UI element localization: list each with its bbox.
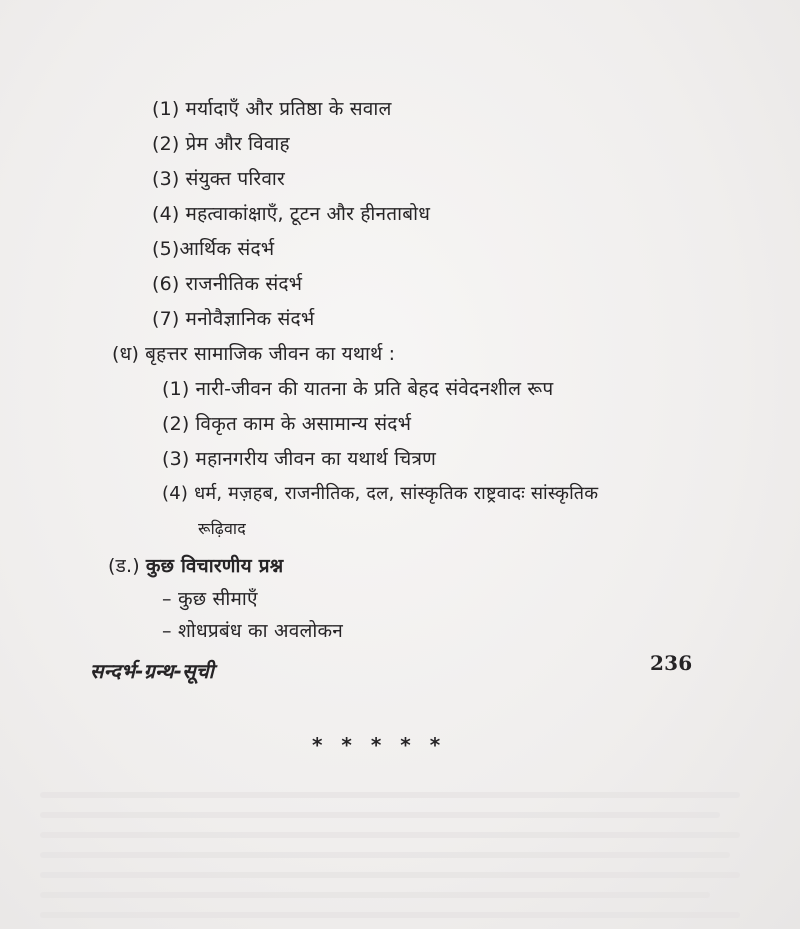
item-text: संयुक्त परिवार	[185, 168, 285, 190]
item-number: (1)	[162, 378, 190, 400]
item-text: धर्म, मज़हब, राजनीतिक, दल, सांस्कृतिक राष्ट्रवादः सांस्कृतिक	[194, 483, 599, 504]
item-number: (3)	[152, 168, 180, 190]
section-title: कुछ विचारणीय प्रश्न	[145, 555, 284, 577]
item-text: प्रेम और विवाह	[185, 133, 290, 155]
bleed-through-line	[40, 832, 740, 838]
list-item	[152, 271, 302, 297]
bleed-through-line	[40, 812, 720, 818]
list-item	[162, 411, 411, 437]
end-marker-stars: * * * * *	[312, 733, 447, 757]
section-title: बृहत्तर सामाजिक जीवन का यथार्थ :	[145, 343, 396, 365]
page-number-value: 236	[650, 651, 693, 675]
item-text: राजनीतिक संदर्भ	[185, 273, 303, 295]
bleed-through-line	[40, 892, 710, 898]
section-heading-dh	[112, 341, 395, 367]
bibliography-label: सन्दर्भ-ग्रन्थ-सूची	[90, 659, 214, 683]
item-text: विकृत काम के असामान्य संदर्भ	[195, 413, 412, 435]
bleed-through-line	[40, 872, 740, 878]
bleed-through-line	[40, 792, 740, 798]
list-item	[152, 96, 392, 122]
item-text: – शोधप्रबंध का अवलोकन	[162, 620, 344, 642]
end-marker	[312, 732, 446, 758]
bleed-through-line	[40, 912, 740, 918]
item-number: (4)	[162, 483, 189, 504]
item-number: (2)	[162, 413, 190, 435]
item-number: (6)	[152, 273, 180, 295]
list-item	[152, 166, 285, 192]
section-label: (ध)	[112, 343, 140, 365]
item-number: (3)	[162, 448, 190, 470]
item-text: महत्वाकांक्षाएँ, टूटन और हीनताबोध	[185, 203, 431, 225]
list-item	[152, 306, 314, 332]
section-label: (ड.)	[108, 555, 140, 577]
bleed-through-line	[40, 852, 730, 858]
list-item	[152, 201, 430, 227]
item-text: महानगरीय जीवन का यथार्थ चित्रण	[195, 448, 437, 470]
list-item	[152, 236, 274, 262]
item-text: नारी-जीवन की यातना के प्रति बेहद संवेदनशील रूप	[195, 378, 554, 400]
item-text: रूढ़िवाद	[198, 519, 246, 538]
item-number: (5)	[152, 238, 180, 260]
list-item	[152, 131, 290, 157]
item-number: (7)	[152, 308, 180, 330]
list-item	[162, 376, 553, 402]
list-item	[162, 446, 436, 472]
bibliography-heading	[90, 658, 214, 684]
item-number: (1)	[152, 98, 180, 120]
list-item-continuation	[198, 516, 246, 542]
list-item	[162, 618, 343, 644]
item-text: मनोवैज्ञानिक संदर्भ	[185, 308, 315, 330]
page-number	[650, 650, 692, 676]
section-heading-da	[108, 553, 283, 579]
item-text: – कुछ सीमाएँ	[162, 588, 258, 610]
item-number: (4)	[152, 203, 180, 225]
list-item	[162, 481, 598, 507]
list-item	[162, 586, 258, 612]
item-number: (2)	[152, 133, 180, 155]
item-text: मर्यादाएँ और प्रतिष्ठा के सवाल	[185, 98, 392, 120]
item-text: आर्थिक संदर्भ	[179, 238, 275, 260]
